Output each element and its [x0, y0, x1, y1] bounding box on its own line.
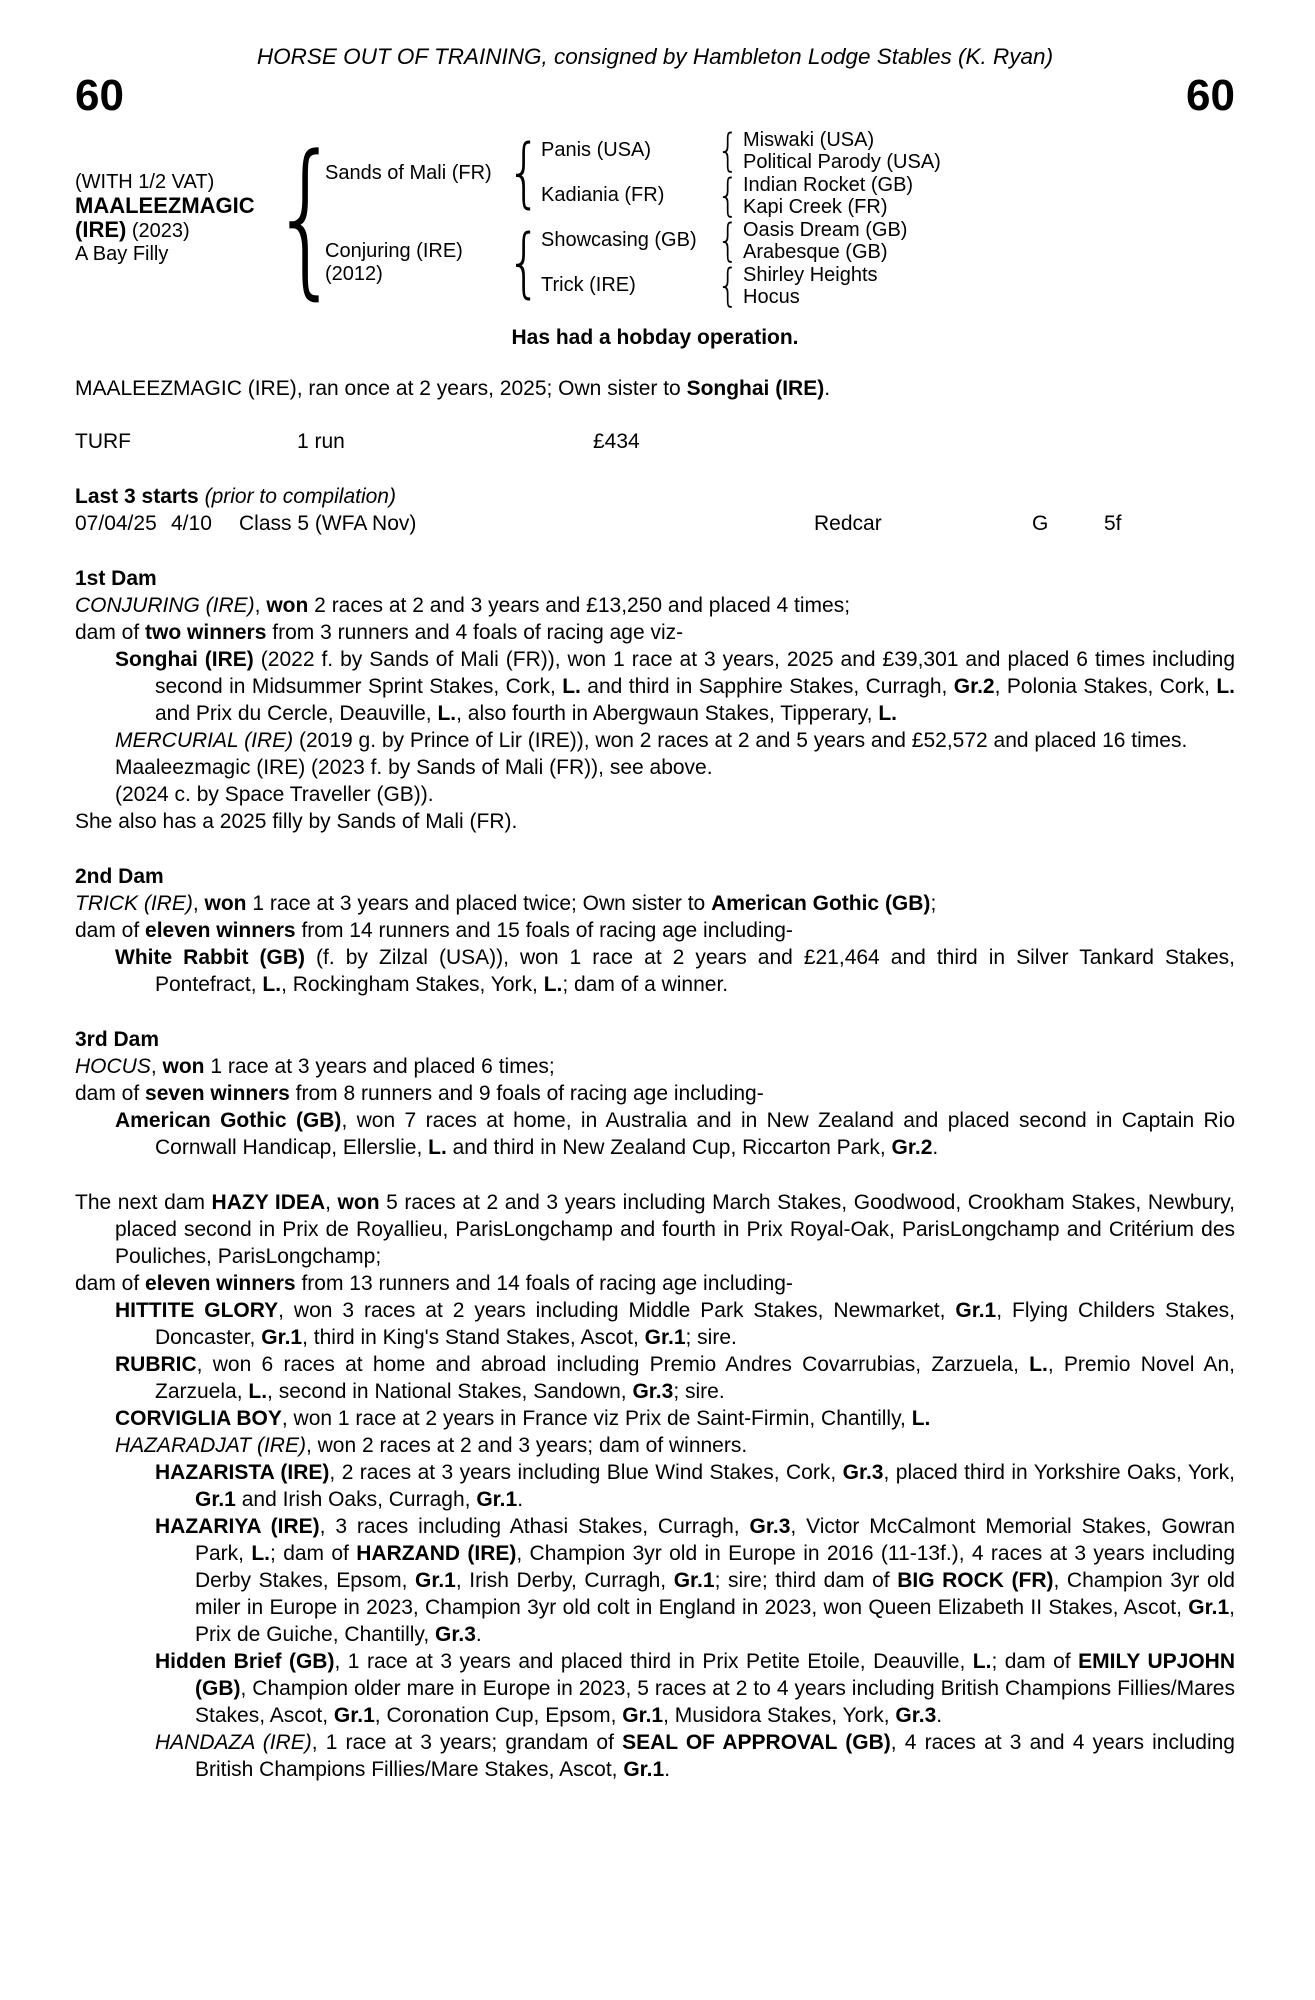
- text-segment: , second in National Stakes, Sandown,: [267, 1380, 633, 1403]
- text-segment: , Champion 3yr old miler in Europe in 2023, Champion 3yr old colt in England in 2023, won Queen Elizabeth II Stakes, Ascot,: [195, 1569, 1235, 1619]
- text-segment: , Polonia Stakes, Cork,: [994, 675, 1217, 698]
- ancestor-name: Hocus: [743, 285, 800, 308]
- text-segment: Gr.2: [891, 1136, 933, 1159]
- text-segment: .: [824, 377, 831, 400]
- text-segment: EMILY UPJOHN (GB): [195, 1650, 1236, 1700]
- entry-handaza: [75, 1729, 1235, 1783]
- text-segment: Gr.3: [632, 1380, 674, 1403]
- text-segment: L.: [1216, 675, 1236, 698]
- text-segment: won: [337, 1191, 380, 1214]
- race-going: G: [1032, 512, 1049, 535]
- text-segment: Gr.1: [623, 1758, 665, 1781]
- text-segment: Gr.2: [953, 675, 995, 698]
- text-segment: , won 1 race at 2 years in France viz Prix de Saint-Firmin, Chantilly,: [281, 1407, 912, 1430]
- text-segment: won: [162, 1055, 205, 1078]
- text-segment: Gr.1: [644, 1326, 686, 1349]
- text-segment: HAZY IDEA: [211, 1191, 326, 1214]
- text-segment: L.: [972, 1650, 992, 1673]
- text-segment: HARZAND (IRE): [356, 1542, 517, 1565]
- text-segment: L.: [437, 702, 457, 725]
- runs-count: 1 run: [297, 430, 345, 453]
- entry-trick: [75, 890, 1235, 917]
- text-segment: ; sire; third dam of: [714, 1569, 898, 1592]
- text-segment: L.: [911, 1407, 931, 1430]
- lot-number-row: [75, 71, 1235, 120]
- hobday-note: Has had a hobday operation.: [511, 326, 799, 349]
- text-segment: L.: [248, 1380, 268, 1403]
- ancestor-name: Political Parody (USA): [743, 150, 941, 173]
- text-segment: MAALEEZMAGIC (IRE), ran once at 2 years, 2025; Own sister to: [75, 377, 687, 400]
- text-segment: BIG ROCK (FR): [897, 1569, 1054, 1592]
- entry-hazariya: [75, 1513, 1235, 1648]
- text-segment: , Champion 3yr old in Europe in 2016 (11-13f.), 4 races at 3 years including Derby Stakes, Epsom,: [195, 1542, 1236, 1592]
- race-course: Redcar: [814, 512, 882, 535]
- entry-hazaradjat: [75, 1432, 1235, 1459]
- text-segment: CORVIGLIA BOY: [115, 1407, 282, 1430]
- text-segment: RUBRIC: [115, 1353, 197, 1376]
- text-segment: seven winners: [145, 1082, 290, 1105]
- text-segment: Gr.1: [955, 1299, 997, 1322]
- text-segment: , placed third in Yorkshire Oaks, York,: [883, 1461, 1235, 1484]
- sire-dam-name: Kadiania (FR): [541, 184, 665, 206]
- text-segment: .: [517, 1488, 524, 1511]
- ancestor-name: Shirley Heights: [743, 263, 878, 286]
- page-header: HORSE OUT OF TRAINING, consigned by Hambleton Lodge Stables (K. Ryan): [256, 44, 1054, 69]
- text-segment: , Victor McCalmont Memorial Stakes, Gowran Park,: [195, 1515, 1236, 1565]
- ancestor-name: Kapi Creek (FR): [743, 195, 888, 218]
- text-segment: American Gothic (GB): [115, 1109, 342, 1132]
- race-position: 4/10: [171, 512, 212, 535]
- text-segment: ; dam of a winner.: [562, 973, 729, 996]
- dam-dam-name: Trick (IRE): [541, 274, 636, 296]
- entry-hazarista: [75, 1459, 1235, 1513]
- text-segment: Gr.1: [476, 1488, 518, 1511]
- text-segment: , Premio Novel An, Zarzuela,: [155, 1353, 1235, 1403]
- entry-conjuring: [75, 592, 1235, 619]
- text-segment: from 3 runners and 4 foals of racing age viz-: [266, 621, 684, 644]
- text-segment: , won 6 races at home and abroad including Premio Andres Covarrubias, Zarzuela,: [196, 1353, 1030, 1376]
- text-segment: Hidden Brief (GB): [155, 1650, 335, 1673]
- sire-sire-group: Panis (USA) { Miswaki (USA) Political Parody (USA): [541, 128, 973, 173]
- text-segment: HANDAZA (IRE): [155, 1731, 312, 1754]
- text-segment: , Flying Childers Stakes, Doncaster,: [155, 1299, 1235, 1349]
- entry-songhai: [75, 646, 1235, 727]
- text-segment: MERCURIAL (IRE): [115, 729, 294, 752]
- text-segment: , Coronation Cup, Epsom,: [374, 1704, 623, 1727]
- race-distance: 5f: [1104, 512, 1122, 535]
- text-segment: (prior to compilation): [204, 485, 396, 508]
- sire-sire-name: Panis (USA): [541, 139, 652, 161]
- earnings: £434: [593, 430, 640, 453]
- text-segment: ; sire.: [685, 1326, 737, 1349]
- entry-mercurial: [75, 727, 1235, 754]
- text-segment: Last 3 starts: [75, 485, 199, 508]
- text-segment: and third in Sapphire Stakes, Curragh,: [580, 675, 954, 698]
- sire-dam-group: Kadiania (FR) { Indian Rocket (GB) Kapi Creek (FR): [541, 173, 973, 218]
- entry-hazy-idea: [75, 1189, 1235, 1270]
- entry-rubric: [75, 1351, 1235, 1405]
- text-segment: HITTITE GLORY: [115, 1299, 279, 1322]
- text-segment: , 3 races including Athasi Stakes, Curragh,: [319, 1515, 750, 1538]
- text-segment: .: [664, 1758, 671, 1781]
- text-segment: Gr.3: [435, 1623, 476, 1646]
- text-segment: , won 3 races at 2 years including Middle Park Stakes, Newmarket,: [278, 1299, 956, 1322]
- text-segment: , Prix de Guiche, Chantilly,: [195, 1596, 1235, 1646]
- text-segment: ,: [254, 594, 267, 617]
- text-segment: The next dam: [75, 1191, 212, 1214]
- lot-number-right: 60: [1186, 71, 1235, 120]
- text-segment: L.: [543, 973, 563, 996]
- text-segment: Gr.1: [622, 1704, 664, 1727]
- text-segment: Gr.1: [1188, 1596, 1230, 1619]
- text-segment: , third in King's Stand Stakes, Ascot,: [302, 1326, 645, 1349]
- text-segment: L.: [1029, 1353, 1048, 1376]
- text-segment: Gr.1: [195, 1488, 236, 1511]
- text-segment: eleven winners: [145, 919, 296, 942]
- text-segment: ,: [150, 1055, 163, 1078]
- text-segment: , also fourth in Abergwaun Stakes, Tipperary,: [456, 702, 879, 725]
- entry-white-rabbit: [75, 944, 1235, 998]
- ancestor-name: Arabesque (GB): [743, 240, 888, 263]
- hocus-dam-of: [75, 1080, 1235, 1107]
- text-segment: , 1 race at 3 years and placed third in Prix Petite Etoile, Deauville,: [334, 1650, 973, 1673]
- dam-name: Conjuring (IRE) (2012): [325, 240, 463, 285]
- subject-suffix: (IRE): [75, 216, 127, 242]
- text-segment: 5 races at 2 and 3 years including March Stakes, Goodwood, Crookham Stakes, Newbury, placed second in Prix de Royallieu, ParisLongchamp and fourth in Prix Royal-Oak, ParisLongchamp and Critérium des Pouliches, ParisLongchamp;: [115, 1191, 1235, 1268]
- text-segment: dam of: [75, 919, 146, 942]
- text-segment: SEAL OF APPROVAL (GB): [622, 1731, 891, 1754]
- text-segment: , Musidora Stakes, York,: [663, 1704, 896, 1727]
- text-segment: ;: [930, 892, 937, 915]
- text-segment: , 2 races at 3 years including Blue Wind Stakes, Cork,: [329, 1461, 843, 1484]
- text-segment: (2022 f. by Sands of Mali (FR)), won 1 race at 3 years, 2025 and £39,301 and placed 6 times including second in Midsummer Sprint Stakes, Cork,: [155, 648, 1235, 698]
- text-segment: , 4 races at 3 and 4 years including British Champions Fillies/Mare Stakes, Ascot,: [195, 1731, 1235, 1781]
- entry-corviglia-boy: [75, 1405, 1235, 1432]
- text-segment: and Prix du Cercle, Deauville,: [155, 702, 438, 725]
- ancestor-name: Indian Rocket (GB): [743, 173, 914, 196]
- text-segment: ; dam of: [991, 1650, 1079, 1673]
- race-date: 07/04/25: [75, 512, 157, 535]
- text-segment: won: [266, 594, 309, 617]
- dam-sire-name: Showcasing (GB): [541, 229, 697, 251]
- text-segment: HAZARADJAT (IRE): [115, 1434, 306, 1457]
- text-segment: L.: [262, 973, 282, 996]
- hazy-dam-of: [75, 1270, 1235, 1297]
- text-segment: CONJURING (IRE): [75, 594, 255, 617]
- text-segment: 1 race at 3 years and placed twice; Own sister to: [246, 892, 712, 915]
- text-segment: L.: [428, 1136, 447, 1159]
- entry-american-gothic: [75, 1107, 1235, 1161]
- text-segment: won: [204, 892, 247, 915]
- entry-hittite-glory: [75, 1297, 1235, 1351]
- text-segment: ,: [192, 892, 205, 915]
- text-segment: HOCUS: [75, 1055, 151, 1078]
- text-segment: from 13 runners and 14 foals of racing age including-: [295, 1272, 793, 1295]
- text-segment: , Irish Derby, Curragh,: [455, 1569, 674, 1592]
- text-segment: , 1 race at 3 years; grandam of: [311, 1731, 623, 1754]
- text-segment: L.: [878, 702, 897, 725]
- text-segment: , won 2 races at 2 and 3 years; dam of winners.: [305, 1434, 748, 1457]
- text-segment: 2 races at 2 and 3 years and £13,250 and placed 4 times;: [308, 594, 851, 617]
- text-segment: , won 7 races at home, in Australia and in New Zealand and placed second in Captain Rio Cornwall Handicap, Ellerslie,: [155, 1109, 1235, 1159]
- text-segment: HAZARISTA (IRE): [155, 1461, 330, 1484]
- last-starts-heading: [75, 483, 1235, 510]
- text-segment: (2019 g. by Prince of Lir (IRE)), won 2 races at 2 and 5 years and £52,572 and placed 16 times.: [293, 729, 1188, 752]
- text-segment: dam of: [75, 1272, 146, 1295]
- text-segment: dam of: [75, 621, 146, 644]
- text-segment: HAZARIYA (IRE): [155, 1515, 320, 1538]
- text-segment: American Gothic (GB): [711, 892, 931, 915]
- text-segment: Gr.1: [333, 1704, 375, 1727]
- entry-maaleezmagic: [75, 754, 1235, 781]
- second-dam-heading: 2nd Dam: [75, 865, 164, 888]
- sire-name: Sands of Mali (FR): [325, 161, 492, 184]
- subject-description: A Bay Filly: [75, 242, 169, 265]
- entry-hocus: [75, 1053, 1235, 1080]
- vat-note: (WITH 1/2 VAT): [75, 170, 215, 193]
- trick-dam-of: [75, 917, 1235, 944]
- text-segment: Gr.1: [261, 1326, 303, 1349]
- race-record-row: [75, 428, 1235, 455]
- text-segment: L.: [562, 675, 581, 698]
- text-segment: Songhai (IRE): [686, 377, 825, 400]
- text-segment: Songhai (IRE): [115, 648, 254, 671]
- pedigree-generation-1: [325, 124, 973, 312]
- text-segment: Gr.1: [414, 1569, 456, 1592]
- first-dam-heading: 1st Dam: [75, 567, 157, 590]
- text-segment: TRICK (IRE): [75, 892, 193, 915]
- text-segment: .: [475, 1623, 482, 1646]
- text-segment: (f. by Zilzal (USA)), won 1 race at 2 years and £21,464 and third in Silver Tankard Stakes, Pontefract,: [155, 946, 1236, 996]
- text-segment: from 14 runners and 15 foals of racing age including-: [295, 919, 793, 942]
- ancestor-name: Oasis Dream (GB): [743, 218, 908, 241]
- dam-sire-group: Showcasing (GB) { Oasis Dream (GB) Arabesque (GB): [541, 218, 973, 263]
- intro-paragraph: [75, 375, 1235, 402]
- dam-group: Conjuring (IRE) (2012) { Showcasing (GB) { Oasis Dream (GB) Arabesque (GB) Trick (IRE) { Shirley Heights Hocus: [325, 218, 973, 308]
- subject-suffix-year: [75, 218, 287, 243]
- third-dam-heading: 3rd Dam: [75, 1028, 160, 1051]
- dam-dam-group: Trick (IRE) { Shirley Heights Hocus: [541, 263, 973, 308]
- ancestor-name: Miswaki (USA): [743, 128, 875, 151]
- entry-2024-foal: [75, 781, 1235, 808]
- pedigree-subject: [75, 171, 287, 266]
- text-segment: Gr.3: [842, 1461, 884, 1484]
- text-segment: She also has a 2025 filly by Sands of Mali (FR).: [75, 810, 518, 833]
- text-segment: L.: [251, 1542, 271, 1565]
- text-segment: 1 race at 3 years and placed 6 times;: [204, 1055, 555, 1078]
- text-segment: eleven winners: [145, 1272, 296, 1295]
- pedigree-table: (WITH 1/2 VAT) MAALEEZMAGIC (IRE) (2023) A Bay Filly { Sands of Mali (FR) { Panis (USA) { Miswaki (USA) Political Parody (USA) Kadiania (FR) { Indian Rocket (GB) Kapi Creek (FR) Conjuring (IRE) (2012) { Showcasing (GB) { Oasis Dream (GB) Arabesque (GB) Trick (IRE) { Shirley Heights Hocus: [75, 128, 1235, 308]
- entry-2025-filly: [75, 808, 1235, 835]
- entry-hidden-brief: [75, 1648, 1235, 1729]
- text-segment: ; sire.: [673, 1380, 725, 1403]
- text-segment: dam of: [75, 1082, 146, 1105]
- text-segment: and Irish Oaks, Curragh,: [235, 1488, 477, 1511]
- text-segment: ; dam of: [270, 1542, 357, 1565]
- text-segment: White Rabbit (GB): [115, 946, 306, 969]
- text-segment: , Champion older mare in Europe in 2023, 5 races at 2 to 4 years including British Champions Fillies/Mares Stakes, Ascot,: [195, 1677, 1235, 1727]
- text-segment: from 8 runners and 9 foals of racing age including-: [289, 1082, 764, 1105]
- text-segment: (2024 c. by Space Traveller (GB)).: [115, 783, 434, 806]
- lot-number-left: 60: [75, 71, 124, 120]
- text-segment: Gr.1: [673, 1569, 715, 1592]
- race-class: Class 5 (WFA Nov): [239, 512, 417, 535]
- text-segment: and third in New Zealand Cup, Riccarton Park,: [446, 1136, 892, 1159]
- text-segment: Gr.3: [895, 1704, 937, 1727]
- surface-label: TURF: [75, 430, 131, 453]
- text-segment: Maaleezmagic (IRE) (2023 f. by Sands of Mali (FR)), see above.: [115, 756, 713, 779]
- text-segment: .: [932, 1136, 939, 1159]
- subject-year: (2023): [131, 219, 190, 242]
- conjuring-dam-of: [75, 619, 1235, 646]
- sire-group: Sands of Mali (FR) { Panis (USA) { Miswaki (USA) Political Parody (USA) Kadiania (FR) { Indian Rocket (GB) Kapi Creek (FR): [325, 128, 973, 218]
- text-segment: , Rockingham Stakes, York,: [281, 973, 544, 996]
- last-start-row: [75, 510, 1235, 537]
- text-segment: .: [936, 1704, 943, 1727]
- subject-name: MAALEEZMAGIC: [75, 192, 255, 218]
- text-segment: Gr.3: [749, 1515, 791, 1538]
- text-segment: ,: [325, 1191, 338, 1214]
- text-segment: two winners: [145, 621, 267, 644]
